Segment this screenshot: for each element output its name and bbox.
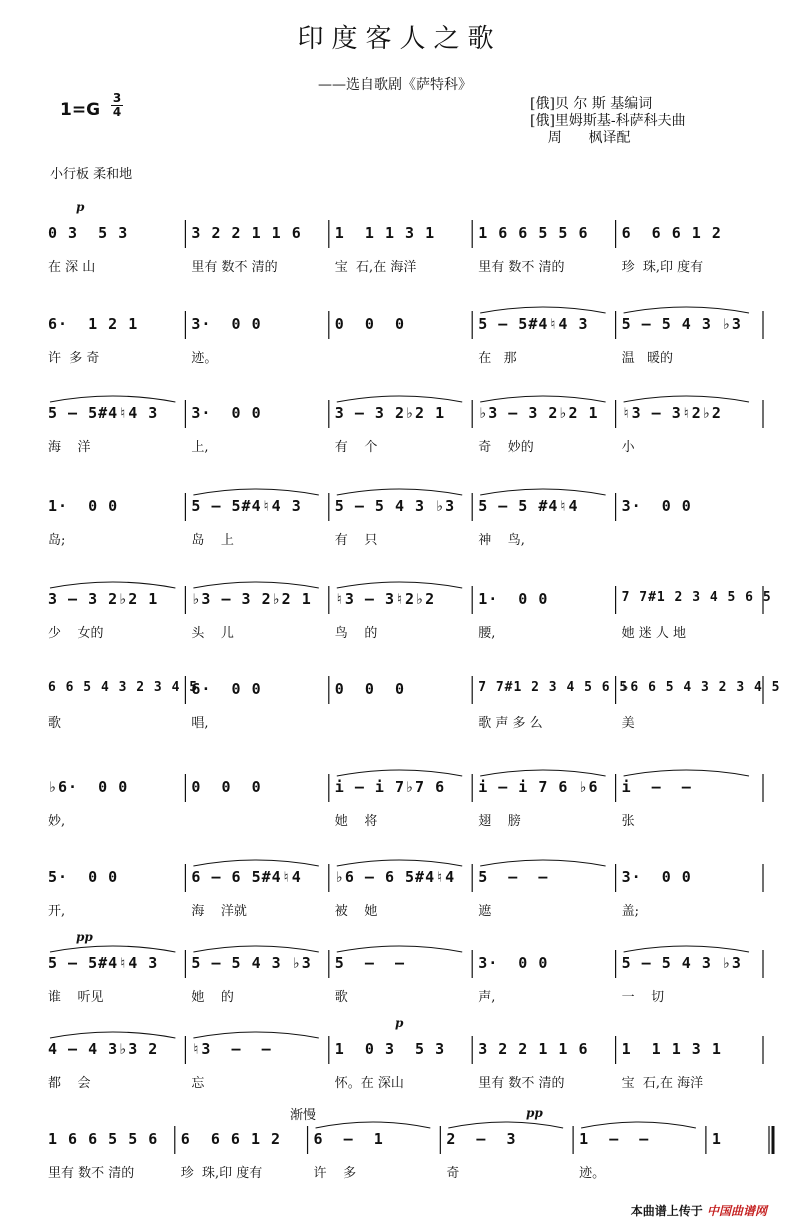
measure-notes: 1 6 6 5 5 6 xyxy=(48,1130,159,1148)
lyrics-line xyxy=(46,900,763,920)
score-system xyxy=(0,200,799,284)
lyrics-line xyxy=(46,622,763,642)
measure-lyrics: 温 暖的 xyxy=(621,351,673,366)
slur xyxy=(337,946,462,952)
score-system xyxy=(0,580,799,650)
measure-notes: 0 3 5 3 xyxy=(48,224,129,242)
measure-lyrics: 妙, xyxy=(48,814,66,829)
credit-composer: [俄]里姆斯基-科萨科夫曲 xyxy=(530,113,686,129)
slur xyxy=(581,1122,696,1128)
measure-notes: 1 6 6 5 5 6 xyxy=(478,224,589,242)
slur xyxy=(624,770,749,776)
measure-notes: 5 – – xyxy=(478,868,549,886)
measure-notes: 7 7#1 2 3 4 5 6 5 xyxy=(478,680,629,695)
measure-lyrics: 有 只 xyxy=(334,533,378,548)
measure-lyrics: 美 xyxy=(621,716,635,731)
notation-line xyxy=(46,315,763,337)
slur xyxy=(480,860,605,866)
measure-notes: 5 – 5#4♮4 3 xyxy=(48,954,159,972)
measure-notes: 5 – 5#4♮4 3 xyxy=(48,404,159,422)
key-signature: 1=G xyxy=(60,100,101,120)
lyrics-line xyxy=(46,1162,763,1182)
measure-lyrics: 开, xyxy=(48,904,66,919)
measure-lyrics: 歌 声 多 么 xyxy=(478,716,543,731)
measure-notes: i – i 7 6 ♭6 xyxy=(478,778,599,796)
measure-lyrics: 被 她 xyxy=(334,904,378,919)
dynamic-marking: pp xyxy=(526,1106,543,1120)
score-system xyxy=(0,858,799,928)
slur xyxy=(193,946,318,952)
measure-notes: 6· 0 0 xyxy=(191,680,262,698)
notation-line xyxy=(46,224,763,246)
measure-notes: 5 – 5#4♮4 3 xyxy=(478,315,589,333)
measure-notes: 0 0 0 xyxy=(334,680,406,698)
notation-line xyxy=(46,868,763,890)
measure-notes: 7 7#1 2 3 4 5 6 5 xyxy=(621,590,772,605)
measure-notes: 1 1 1 3 1 xyxy=(621,1040,722,1058)
time-signature-top: 3 xyxy=(112,91,122,105)
measure-lyrics: 她 的 xyxy=(191,990,234,1005)
time-signature-bottom: 4 xyxy=(112,105,122,119)
score-system xyxy=(0,1016,799,1100)
lyrics-line xyxy=(46,256,763,276)
measure-notes: 6 – 6 5#4♮4 xyxy=(191,868,302,886)
measure-lyrics: 小 xyxy=(621,440,635,455)
measure-notes: 5 – – xyxy=(334,954,406,972)
slur xyxy=(337,489,462,495)
measure-notes: 5 – 5 4 3 ♭3 xyxy=(191,954,312,972)
measure-notes: ♮3 – – xyxy=(191,1040,272,1058)
measure-lyrics: 奇 xyxy=(446,1166,460,1181)
measure-lyrics: 许 多 奇 xyxy=(48,351,100,366)
slur xyxy=(624,307,749,313)
dynamic-marking: p xyxy=(395,1016,404,1030)
slur xyxy=(448,1122,563,1128)
measure-notes: 5 – 5#4♮4 3 xyxy=(191,497,302,515)
slur xyxy=(624,396,749,402)
measure-lyrics: 头 儿 xyxy=(191,626,234,641)
measure-lyrics: 海 洋就 xyxy=(191,904,247,919)
subtitle: ——选自歌剧《萨特科》 xyxy=(318,77,472,93)
measure-notes: 5 – 5 4 3 ♭3 xyxy=(621,315,742,333)
measure-notes: 3· 0 0 xyxy=(621,497,692,515)
slur xyxy=(50,1032,175,1038)
slur xyxy=(316,1122,431,1128)
notation-line xyxy=(46,590,772,612)
measure-lyrics: 都 会 xyxy=(48,1076,91,1091)
measure-lyrics: 海 洋 xyxy=(48,440,91,455)
slur xyxy=(193,860,318,866)
slur xyxy=(50,946,175,952)
slur xyxy=(193,582,318,588)
notation-line xyxy=(46,404,763,426)
score-system xyxy=(0,487,799,557)
measure-lyrics: 有 个 xyxy=(334,440,378,455)
measure-notes: i – – xyxy=(621,778,692,796)
score-system xyxy=(0,670,799,740)
notation-line xyxy=(46,680,781,702)
measure-notes: 3 – 3 2♭2 1 xyxy=(48,590,159,608)
measure-lyrics: 珍 珠,印 度有 xyxy=(621,260,704,275)
dynamic-marking: pp xyxy=(76,930,93,944)
score-system xyxy=(0,305,799,375)
measure-lyrics: 声, xyxy=(478,990,496,1005)
measure-lyrics: 少 女的 xyxy=(48,626,104,641)
measure-lyrics: 一 切 xyxy=(621,990,665,1005)
tempo-marking: 小行板 柔和地 xyxy=(50,167,133,182)
slur xyxy=(337,582,462,588)
measure-notes: 1 – – xyxy=(579,1130,650,1148)
measure-notes: 6 6 5 4 3 2 3 4 5 xyxy=(48,680,199,695)
measure-lyrics: 里有 数不 清的 xyxy=(48,1166,135,1181)
measure-lyrics: 迹。 xyxy=(579,1166,606,1181)
measure-lyrics: 里有 数不 清的 xyxy=(478,1076,565,1091)
measure-notes: 3 2 2 1 1 6 xyxy=(191,224,302,242)
time-signature xyxy=(110,92,124,119)
measure-lyrics: 在 深 山 xyxy=(48,260,96,275)
measure-lyrics: 忘 xyxy=(191,1076,205,1091)
measure-lyrics: 宝 石,在 海洋 xyxy=(334,260,417,275)
lyrics-line xyxy=(46,986,763,1006)
measure-notes: ♭3 – 3 2♭2 1 xyxy=(191,590,312,608)
measure-notes: 0 0 0 xyxy=(191,778,262,796)
measure-lyrics: 在 那 xyxy=(478,351,517,366)
lyrics-line xyxy=(46,529,763,549)
measure-lyrics: 歌 xyxy=(48,716,62,731)
measure-lyrics: 唱, xyxy=(191,716,209,731)
measure-notes: 6· 1 2 1 xyxy=(48,315,139,333)
measure-lyrics: 遮 xyxy=(478,904,492,919)
slur xyxy=(480,489,605,495)
lyrics-line xyxy=(46,712,763,732)
notation-line xyxy=(46,778,763,800)
lyrics-line xyxy=(46,436,763,456)
measure-notes: 3· 0 0 xyxy=(621,868,692,886)
measure-lyrics: 腰, xyxy=(478,626,496,641)
notation-line xyxy=(46,1040,763,1062)
measure-lyrics: 她 迷 人 地 xyxy=(621,626,686,641)
slur xyxy=(480,770,605,776)
measure-lyrics: 盖; xyxy=(621,904,639,919)
lyrics-line xyxy=(46,347,763,367)
song-title: 印度客人之歌 xyxy=(297,24,502,54)
credit-translator: 周 枫译配 xyxy=(530,130,631,146)
score-system xyxy=(0,394,799,464)
measure-lyrics: 她 将 xyxy=(334,814,378,829)
slur xyxy=(337,396,462,402)
measure-lyrics: 里有 数不 清的 xyxy=(478,260,565,275)
score-system xyxy=(0,768,799,838)
measure-notes: 3· 0 0 xyxy=(191,315,262,333)
slur xyxy=(193,1032,318,1038)
credits xyxy=(530,96,686,147)
measure-lyrics: 歌 xyxy=(334,990,348,1005)
measure-lyrics: 鸟 的 xyxy=(334,626,378,641)
slur xyxy=(50,582,175,588)
tempo-change: 渐慢 xyxy=(290,1108,317,1123)
footer xyxy=(631,1202,767,1219)
measure-lyrics: 怀。在 深山 xyxy=(334,1076,404,1091)
measure-lyrics: 里有 数不 清的 xyxy=(191,260,278,275)
measure-lyrics: 岛 上 xyxy=(191,533,234,548)
measure-lyrics: 岛; xyxy=(48,533,66,548)
measure-notes: ♭6 6 5 4 3 2 3 4 5 xyxy=(621,680,781,695)
measure-notes: 2 – 3 xyxy=(446,1130,517,1148)
slur xyxy=(480,307,605,313)
measure-notes: 3 2 2 1 1 6 xyxy=(478,1040,589,1058)
measure-notes: 5 – 5 4 3 ♭3 xyxy=(334,497,456,515)
notation-line xyxy=(46,497,763,519)
measure-notes: ♮3 – 3♮2♭2 xyxy=(621,404,722,422)
score-system xyxy=(0,930,799,1014)
measure-notes: 0 0 0 xyxy=(334,315,406,333)
measure-lyrics: 谁 听见 xyxy=(48,990,104,1005)
lyrics-line xyxy=(46,810,763,830)
lyrics-line xyxy=(46,1072,763,1092)
measure-notes: 5· 0 0 xyxy=(48,868,119,886)
measure-notes: 1 0 3 5 3 xyxy=(334,1040,446,1058)
measure-lyrics: 迹。 xyxy=(191,351,218,366)
measure-notes: ♭6· 0 0 xyxy=(48,778,129,796)
measure-notes: 5 – 5 #4♮4 xyxy=(478,497,579,515)
measure-notes: 6 6 6 1 2 xyxy=(621,224,722,242)
site-logo: 中国曲谱网 xyxy=(706,1204,767,1218)
measure-notes: 4 – 4 3♭3 2 xyxy=(48,1040,159,1058)
measure-notes: ♮3 – 3♮2♭2 xyxy=(334,590,436,608)
slur xyxy=(50,396,175,402)
slur xyxy=(337,860,462,866)
notation-line xyxy=(46,954,763,976)
measure-lyrics: 上, xyxy=(191,440,209,455)
slur xyxy=(193,489,318,495)
measure-notes: 6 – 1 xyxy=(313,1130,384,1148)
measure-lyrics: 奇 妙的 xyxy=(478,440,534,455)
measure-lyrics: 许 多 xyxy=(313,1166,357,1181)
measure-lyrics: 翅 膀 xyxy=(478,814,521,829)
measure-notes: 3· 0 0 xyxy=(191,404,262,422)
measure-notes: 5 – 5 4 3 ♭3 xyxy=(621,954,742,972)
measure-notes: ♭3 – 3 2♭2 1 xyxy=(478,404,599,422)
credit-lyricist: [俄]贝 尔 斯 基编词 xyxy=(530,96,653,112)
slur xyxy=(480,396,605,402)
notation-line xyxy=(46,1130,763,1152)
slur xyxy=(624,946,749,952)
measure-notes: 1· 0 0 xyxy=(478,590,549,608)
measure-lyrics: 张 xyxy=(621,814,635,829)
measure-notes: 1 xyxy=(711,1130,722,1148)
footer-text: 本曲谱上传于 xyxy=(630,1204,703,1218)
dynamic-marking: p xyxy=(76,200,85,214)
measure-notes: ♭6 – 6 5#4♮4 xyxy=(334,868,456,886)
measure-lyrics: 宝 石,在 海洋 xyxy=(621,1076,704,1091)
measure-lyrics: 珍 珠,印 度有 xyxy=(180,1166,263,1181)
measure-lyrics: 神 鸟, xyxy=(478,533,525,548)
measure-notes: i – i 7♭7 6 xyxy=(334,778,446,796)
measure-notes: 1· 0 0 xyxy=(48,497,119,515)
measure-notes: 1 1 1 3 1 xyxy=(334,224,436,242)
measure-notes: 3 – 3 2♭2 1 xyxy=(334,404,446,422)
score-system xyxy=(0,1106,799,1190)
slur xyxy=(337,770,462,776)
measure-notes: 6 6 6 1 2 xyxy=(180,1130,282,1148)
measure-notes: 3· 0 0 xyxy=(478,954,549,972)
